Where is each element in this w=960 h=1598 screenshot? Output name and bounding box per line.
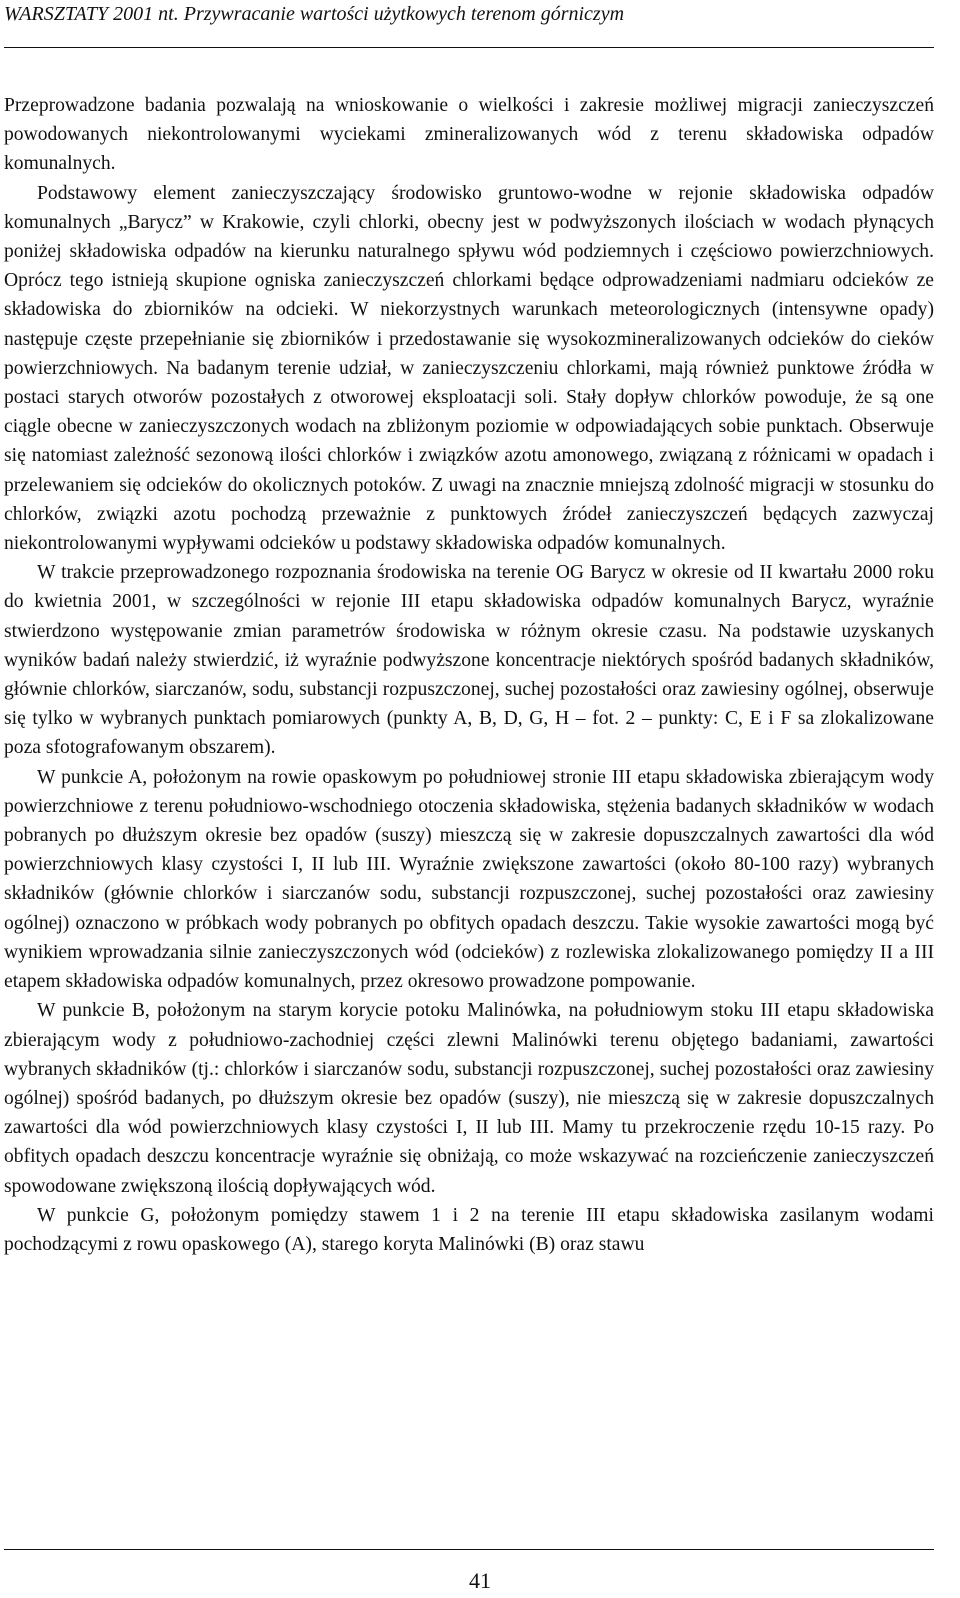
paragraph-chlorides: Podstawowy element zanieczyszczający środowisko gruntowo-wodne w rejonie składowiska odpadów komunalnych „Barycz” w Krakowie, czyli chlorki, obecny jest w podwyższonych ilościach w wodach płynących poniżej składowiska odpadów na kierunku naturalnego spływu wód podziemnych i częściowo powierzchniowych. Oprócz tego istnieją skupione ogniska zanieczyszczeń chlorkami będące odprowadzeniami nadmiaru odcieków ze składowiska do zbiorników na odcieki. W niekorzystnych warunkach meteorologicznych (intensywne opady) następuje częste przepełnianie się zbiorników i przedostawanie się wysokozmineralizowanych odcieków do cieków powierzchniowych. Na badanym terenie udział, w zanieczyszczeniu chlorkami, mają również punktowe źródła w postaci starych otworów pozostałych z otworowej eksploatacji soli. Stały dopływ chlorków powoduje, że są one ciągle obecne w zanieczyszczonych wodach na zbliżonym poziomie w odpowiadających sobie punktach. Obserwuje się natomiast zależność sezonową ilości chlorków i związków azotu amonowego, związaną z różnicami w opadach i przelewaniem się odcieków do okolicznych potoków. Z uwagi na znacznie mniejszą zdolność migracji w stosunku do chlorków, związki azotu pochodzą przeważnie z punktowych źródeł zanieczyszczeń będących zazwyczaj niekontrolowanymi wypływami odcieków u podstawy składowiska odpadów komunalnych.: [4, 182, 934, 555]
paragraph-point-b: W punkcie B, położonym na starym korycie potoku Malinówka, na południowym stoku III etapu składowiska zbierającym wody z południowo-zachodniej części zlewni Malinówki terenu objętego badaniami, zawartości wybranych składników (tj.: chlorków i siarczanów sodu, substancji rozpuszczonej, suchej pozostałości oraz zawiesiny ogólnej) spośród badanych, po dłuższym okresie bez opadów (suszy), nie mieszczą się w zakresie dopuszczalnych zawartości dla wód powierzchniowych klasy czystości I, II lub III. Mamy tu przekroczenie rzędu 10-15 razy. Po obfitych opadach deszczu koncentracje wyraźnie się obniżają, co może wskazywać na rozcieńczenie zanieczyszczeń spowodowane zwiększoną ilością dopływających wód.: [4, 1000, 934, 1197]
body-text: [4, 91, 934, 1259]
footer-divider: [4, 1549, 934, 1550]
header-divider: [4, 47, 934, 48]
paragraph-point-g: W punkcie G, położonym pomiędzy stawem 1 i 2 na terenie III etapu składowiska zasilanym wodami pochodzącymi z rowu opaskowego (A), starego koryta Malinówki (B) oraz stawu: [4, 1204, 934, 1255]
paragraph-point-a: W punkcie A, położonym na rowie opaskowym po południowej stronie III etapu składowiska zbierającym wody powierzchniowe z terenu południowo-wschodniego otoczenia składowiska, stężenia badanych składników w wodach pobranych po dłuższym okresie bez opadów (suszy) mieszczą się w zakresie dopuszczalnych zawartości dla wód powierzchniowych klasy czystości I, II lub III. Wyraźnie zwiększone zawartości (około 80-100 razy) wybranych składników (głównie chlorków i siarczanów sodu, substancji rozpuszczonej, suchej pozostałości oraz zawiesiny ogólnej) oznaczono w próbkach wody pobranych po obfitych opadach deszczu. Takie wysokie zawartości mogą być wynikiem wprowadzania silnie zanieczyszczonych wód (odcieków) z rozlewiska zlokalizowanego pomiędzy II a III etapem składowiska odpadów komunalnych, przez okresowo prowadzone pompowanie.: [4, 766, 934, 993]
page-number: 41: [469, 1568, 491, 1593]
paragraph-conclusions: Przeprowadzone badania pozwalają na wnioskowanie o wielkości i zakresie możliwej migracji zanieczyszczeń powodowanych niekontrolowanymi wyciekami zmineralizowanych wód z terenu składowiska odpadów komunalnych.: [4, 95, 934, 175]
paragraph-survey: W trakcie przeprowadzonego rozpoznania środowiska na terenie OG Barycz w okresie od II kwartału 2000 roku do kwietnia 2001, w szczególności w rejonie III etapu składowiska odpadów komunalnych Barycz, wyraźnie stwierdzono występowanie zmian parametrów środowiska w różnym okresie czasu. Na podstawie uzyskanych wyników badań należy stwierdzić, iż wyraźnie podwyższone koncentracje niektórych spośród badanych składników, głównie chlorków, siarczanów, sodu, substancji rozpuszczonej, suchej pozostałości oraz zawiesiny ogólnej, obserwuje się tylko w wybranych punktach pomiarowych (punkty A, B, D, G, H – fot. 2 – punkty: C, E i F sa zlokalizowane poza sfotografowanym obszarem).: [4, 562, 934, 759]
running-header: WARSZTATY 2001 nt. Przywracanie wartości użytkowych terenom górniczym: [4, 3, 625, 25]
